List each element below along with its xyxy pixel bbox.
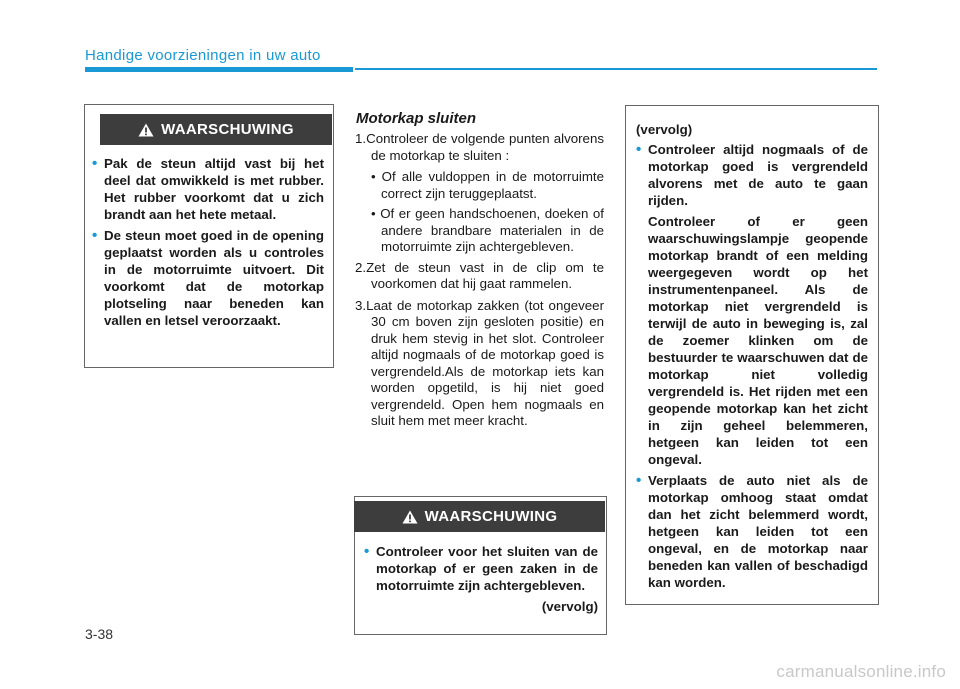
header-rule <box>355 68 877 70</box>
list-item: • Verplaats de auto niet als de motorkap omhoog staat omdat dan het zicht belemmerd wordt, hetgeen kan leiden tot een ongeval, en de motorkap naar beneden kan vallen of beschadigd kan worden. <box>636 472 868 590</box>
list-item: • Controleer altijd nogmaals of de motorkap goed is vergrendeld alvorens met de auto te gaan rijden. <box>636 141 868 208</box>
page-number: 3-38 <box>85 626 114 642</box>
bullet-dot: • <box>92 227 98 244</box>
continued-note: (vervolg) <box>541 599 598 614</box>
continued-note: (vervolg) <box>636 122 693 137</box>
bullet-dot: • <box>92 155 98 172</box>
warning-list-center <box>364 543 598 615</box>
warning-triangle-icon <box>138 123 154 137</box>
warning-list-right <box>636 121 868 595</box>
list-item: • Controleer voor het sluiten van de motorkap of er geen zaken in de motorruimte zijn achtergebleven. <box>364 543 598 593</box>
bullet-dot: • <box>364 543 370 560</box>
warning-label: WAARSCHUWING <box>161 121 294 138</box>
list-item: • De steun moet goed in de opening geplaatst worden als u controles in de motorruimte uitvoert. Dit voorkomt dat de motorkap plotseling naar beneden kan vallen en letsel veroorzaakt. <box>92 227 324 328</box>
step-1-sub-item: • Of er geen handschoenen, doeken of andere brandbare materialen in de motorruimte zijn achtergebleven. <box>371 206 604 254</box>
warning-header-center <box>354 501 605 532</box>
page-title: Motorkap sluiten <box>356 110 477 127</box>
watermark: carmanualsonline.info <box>776 662 946 681</box>
procedure-steps <box>355 131 604 435</box>
warning-triangle-icon <box>402 510 418 524</box>
section-title: Handige voorzieningen in uw auto <box>85 47 321 64</box>
warning-label: WAARSCHUWING <box>424 508 558 525</box>
warning-list-left <box>92 155 324 333</box>
step-2: 2.Zet de steun vast in de clip om te voorkomen dat hij gaat rammelen. <box>355 259 604 291</box>
bullet-dot: • <box>636 472 642 489</box>
bullet-dot: • <box>636 141 642 158</box>
header-accent-bar <box>85 67 353 72</box>
step-1: 1.Controleer de volgende punten alvorens de motorkap te sluiten : <box>355 131 604 163</box>
list-item-paragraph: Controleer of er geen waarschuwingslampje geopende motorkap brandt of een melding weergegeven wordt op het instrumentenpaneel. Als de motorkap niet vergrendeld is terwijl de auto in beweging is, zal de zoemer klinken om de bestuurder te waarschuwen dat de motorkap niet volledig vergrendeld is. Het rijden met een geopende motorkap kan het zicht in zijn geheel belemmeren, hetgeen kan leiden tot een ongeval. <box>648 214 868 467</box>
step-1-sub-item: • Of alle vuldoppen in de motorruimte correct zijn teruggeplaatst. <box>371 169 604 201</box>
list-item: • Pak de steun altijd vast bij het deel dat omwikkeld is met rubber. Het rubber voorkomt dat u zich brandt aan het hete metaal. <box>92 155 324 222</box>
step-3: 3.Laat de motorkap zakken (tot ongeveer 30 cm boven zijn gesloten positie) en druk hem stevig in het slot. Controleer altijd nogmaals of de motorkap goed is vergrendeld.Als de motorkap iets kan worden opgetild, is hij niet goed vergrendeld. Open hem nogmaals en sluit hem met meer kracht. <box>355 297 604 428</box>
warning-header-left <box>100 114 332 145</box>
